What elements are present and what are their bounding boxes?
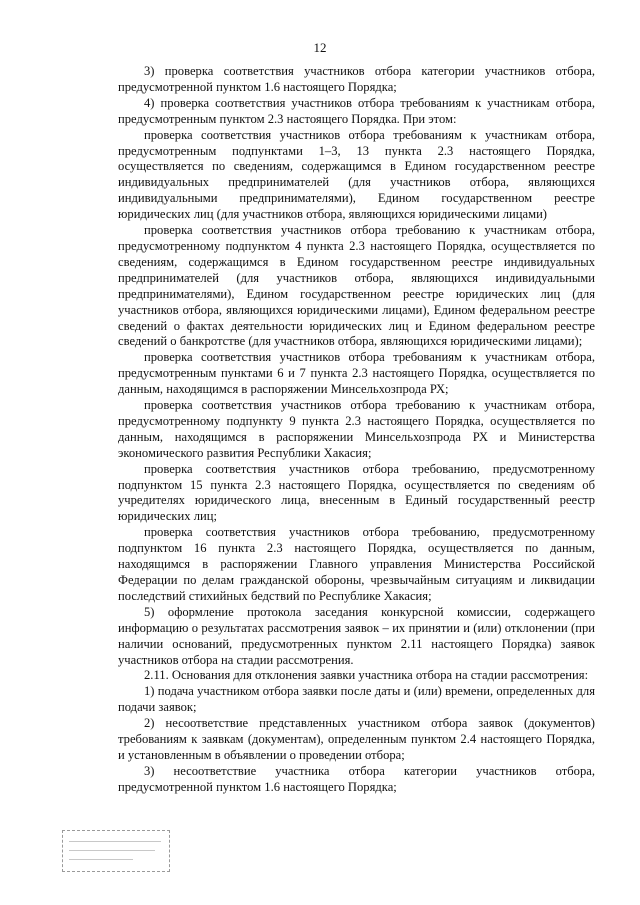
paragraph-check-subpoint-16: проверка соответствия участников отбора требованию, предусмотренному подпунктом 16 пункта 2.3 настоящего Порядка, осуществляется по данным, находящимся в распоряжении Главного управления Министерства Российской Федерации по делам гражданской обороны, чрезвычайным ситуациям и ликвидации последствий стихийных бедствий по Республике Хакасия; xyxy=(118,525,595,603)
paragraph-section-2-11: 2.11. Основания для отклонения заявки участника отбора на стадии рассмотрения: xyxy=(144,668,589,683)
paragraph-ground-2: 2) несоответствие представленных участником отбора заявок (документов) требованиям к заявкам (документам), определенным пунктом 2.4 настоящего Порядка, и установленным в объявлении о проведении отбора; xyxy=(118,716,595,762)
faint-stamp xyxy=(62,830,170,872)
stamp-line xyxy=(69,841,161,842)
paragraph-check-points-6-7: проверка соответствия участников отбора требованиям к участникам отбора, предусмотренным пунктами 6 и 7 пункта 2.3 настоящего Порядка, осуществляется по данным, находящимся в распоряжении Минсельхозпрода РХ; xyxy=(118,350,595,397)
paragraph-ground-3: 3) несоответствие участника отбора категории участников отбора, предусмотренной пунктом 1.6 настоящего Порядка; xyxy=(118,763,595,794)
stamp-line xyxy=(69,859,133,860)
paragraph-check-subpoint-4: проверка соответствия участников отбора требованию к участникам отбора, предусмотренному подпунктом 4 пункта 2.3 настоящего Порядка, осуществляется по сведениям, содержащимся в Едином государственном реестре индивидуальных предпринимателей (для участников отбора, являющихся индивидуальными предпринимателями), Едином государственном реестре юридических лиц (для участников отбора, являющихся юридическими лицами), Едином федеральном реестре сведений о фактах деятельности юридических лиц и Едином федеральном реестре сведений о банкротстве (для участников отбора, являющихся юридическими лицами); xyxy=(118,223,595,349)
stamp-line xyxy=(69,850,155,851)
paragraph-ground-1: 1) подача участником отбора заявки после даты и (или) времени, определенных для подачи заявок; xyxy=(118,684,595,715)
paragraph-item-4: 4) проверка соответствия участников отбора требованиям к участникам отбора, предусмотренным пунктом 2.3 настоящего Порядка. При этом: xyxy=(118,95,595,126)
paragraph-item-5: 5) оформление протокола заседания конкурсной комиссии, содержащего информацию о результатах рассмотрения заявок – их принятии и (или) отклонении (при наличии оснований, предусмотренных пунктом 2.11 настоящего Порядка) заявок участников отбора на стадии рассмотрения. xyxy=(118,604,595,667)
page-number: 12 xyxy=(313,40,327,55)
document-body xyxy=(118,64,595,796)
paragraph-check-subpoint-15: проверка соответствия участников отбора требованию, предусмотренному подпунктом 15 пункта 2.3 настоящего Порядка, осуществляется по сведениям об учредителях юридического лица, внесенным в Единый государственный реестр юридических лиц; xyxy=(118,461,595,524)
paragraph-check-subpoint-9: проверка соответствия участников отбора требованию к участникам отбора, предусмотренному подпункту 9 пункта 2.3 настоящего Порядка, осуществляется по данным, находящимся в распоряжении Минсельхозпрода РХ и Министерства экономического развития Республики Хакасия; xyxy=(118,398,595,460)
paragraph-item-3: 3) проверка соответствия участников отбора категории участников отбора, предусмотренной пунктом 1.6 настоящего Порядка; xyxy=(118,64,595,94)
paragraph-check-subpoints-1-3-13: проверка соответствия участников отбора требованиям к участникам отбора, предусмотренным подпунктами 1–3, 13 пункта 2.3 настоящего Порядка, осуществляется по сведениям, содержащимся в Едином государственном реестре индивидуальных предпринимателей (для участников отбора, являющихся индивидуальными предпринимателями), Едином государственном реестре юридических лиц (для участников отбора, являющихся юридическими лицами) xyxy=(118,127,595,222)
